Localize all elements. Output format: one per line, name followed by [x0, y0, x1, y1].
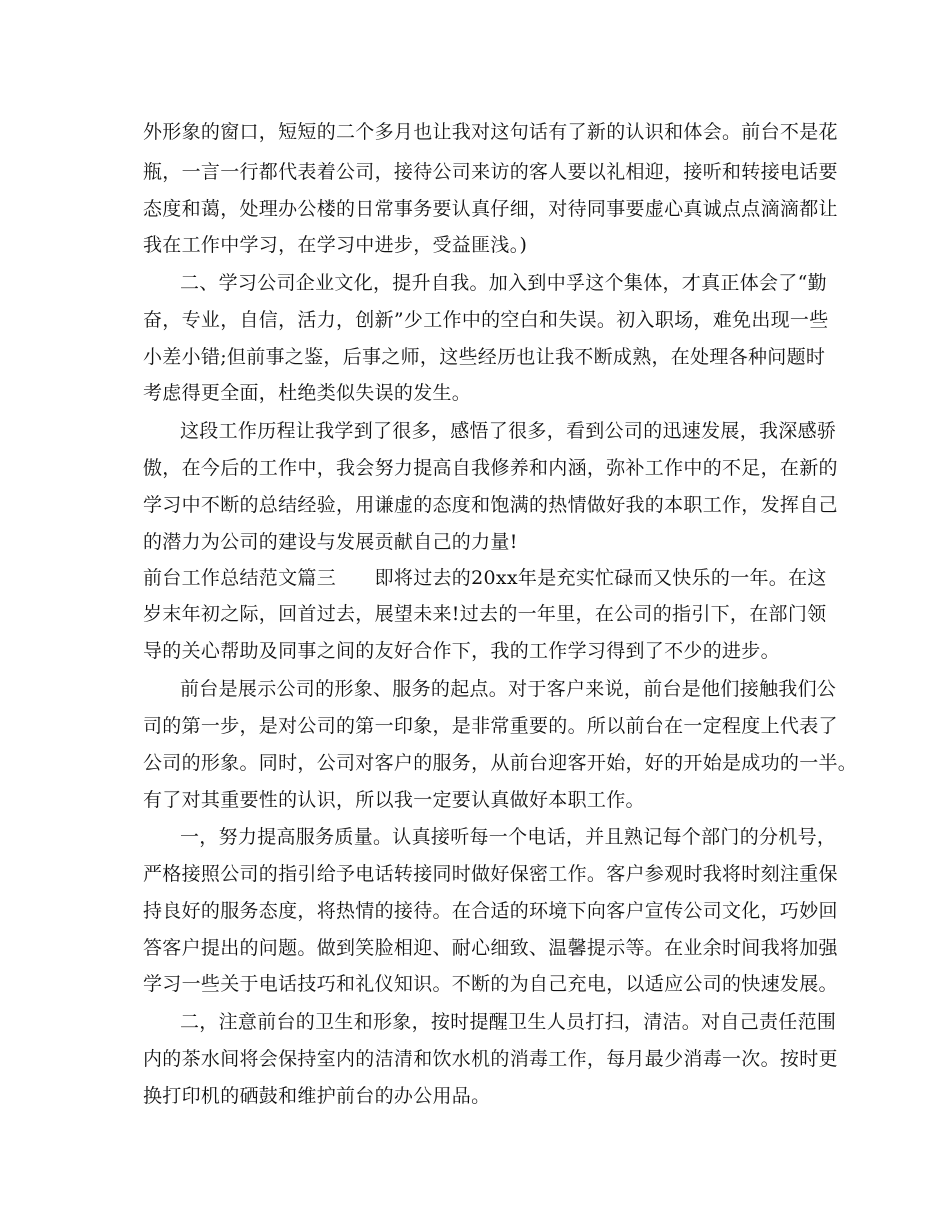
text-line: 的潜力为公司的建设与发展贡献自己的力量!: [143, 531, 518, 553]
text-line: 我在工作中学习，在学习中进步，受益匪浅。): [143, 234, 528, 256]
text-line: 持良好的服务态度，将热情的接待。在合适的环境下向客户宣传公司文化，巧妙回: [143, 900, 838, 922]
section-heading-line: 前台工作总结范文篇三 即将过去的20xx年是充实忙碌而又快乐的一年。在这: [143, 567, 827, 589]
text-line: 考虑得更全面，杜绝类似失误的发生。: [143, 382, 472, 404]
text-line: 答客户提出的问题。做到笑脸相迎、耐心细致、温馨提示等。在业余时间我将加强: [143, 937, 838, 959]
text-line: 严格接照公司的指引给予电话转接同时做好保密工作。客户参观时我将时刻注重保: [143, 863, 838, 885]
text-line: 岁末年初之际，回首过去，展望未来!过去的一年里，在公司的指引下，在部门领: [143, 603, 827, 625]
text-line: 有了对其重要性的认识，所以我一定要认真做好本职工作。: [143, 789, 645, 811]
text-line: 内的茶水间将会保持室内的洁清和饮水机的消毒工作，每月最少消毒一次。按时更: [143, 1048, 838, 1070]
text-line: 瓶，一言一行都代表着公司，接待公司来访的客人要以礼相迎，接听和转接电话要: [143, 161, 838, 183]
text-line: 学习一些关于电话技巧和礼仪知识。不断的为自己充电，以适应公司的快速发展。: [143, 973, 838, 995]
text-line: 奋，专业，自信，活力，创新”少工作中的空白和失误。初入职场，难免出现一些: [143, 309, 829, 331]
text-line: 公司的形象。同时，公司对客户的服务，从前台迎客开始，好的开始是成功的一半。: [143, 752, 858, 774]
text-line: 换打印机的硒鼓和维护前台的办公用品。: [143, 1085, 491, 1107]
text-line: 司的第一步，是对公司的第一印象，是非常重要的。所以前台在一定程度上代表了: [143, 715, 838, 737]
text-line: 二、学习公司企业文化，提升自我。加入到中孚这个集体，才真正体会了“勤: [180, 272, 827, 294]
text-line: 二，注意前台的卫生和形象，按时提醒卫生人员打扫，清洁。对自己责任范围: [180, 1011, 837, 1033]
text-line: 一，努力提高服务质量。认真接听每一个电话，并且熟记每个部门的分机号，: [180, 826, 837, 848]
text-line: 这段工作历程让我学到了很多，感悟了很多，看到公司的迅速发展，我深感骄: [180, 420, 837, 442]
text-line: 前台是展示公司的形象、服务的起点。对于客户来说，前台是他们接触我们公: [180, 678, 837, 700]
text-line: 外形象的窗口，短短的二个多月也让我对这句话有了新的认识和体会。前台不是花: [143, 121, 838, 143]
text-line: 导的关心帮助及同事之间的友好合作下，我的工作学习得到了不少的进步。: [143, 640, 780, 662]
text-line: 小差小错;但前事之鉴，后事之师，这些经历也让我不断成熟，在处理各种问题时: [143, 346, 826, 368]
text-line: 傲，在今后的工作中，我会努力提高自我修养和内涵，弥补工作中的不足，在新的: [143, 457, 838, 479]
text-line: 态度和蔼，处理办公楼的日常事务要认真仔细，对待同事要虚心真诚点点滴滴都让: [143, 198, 838, 220]
text-line: 学习中不断的总结经验，用谦虚的态度和饱满的热情做好我的本职工作，发挥自己: [143, 494, 838, 516]
